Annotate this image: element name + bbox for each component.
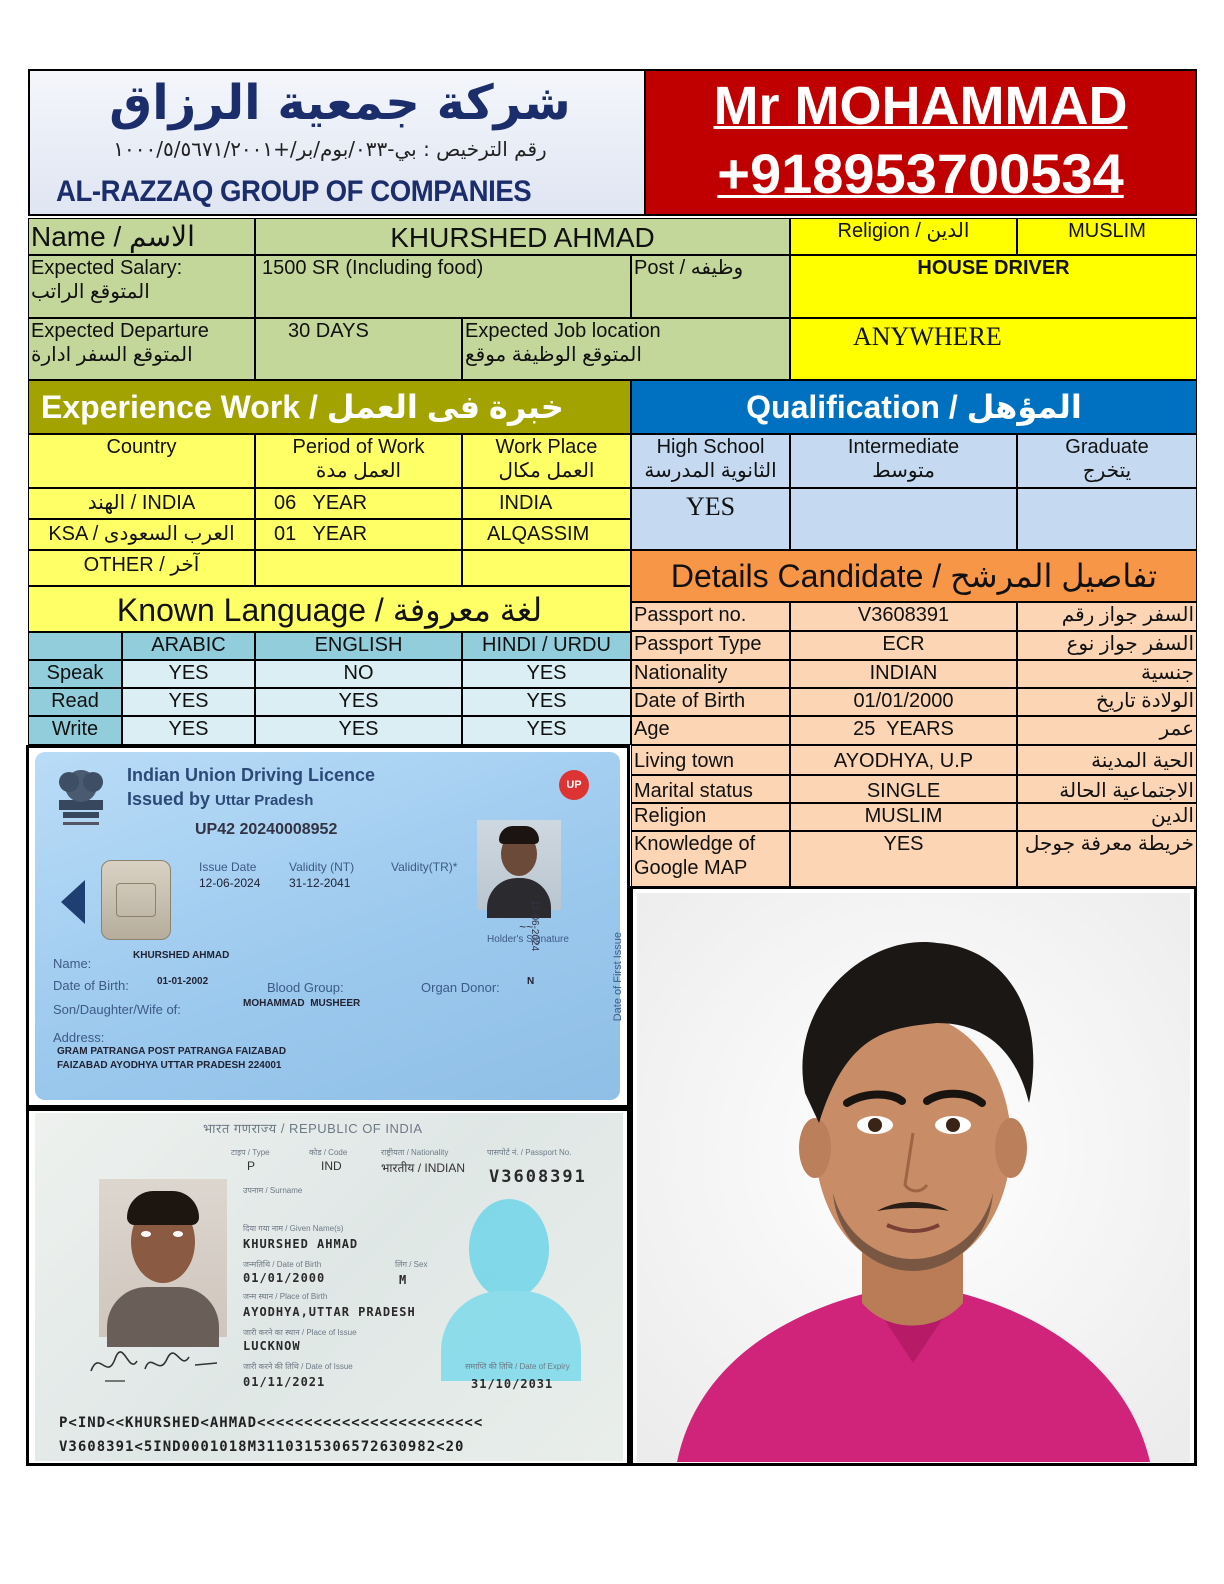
lang-cell: NO xyxy=(255,660,462,688)
passport-dob-label: जन्मतिथि / Date of Birth xyxy=(243,1260,322,1269)
licence-relation-value: MOHAMMAD MUSHEER xyxy=(243,998,361,1009)
detail-label: Age xyxy=(631,716,790,745)
detail-value: ECR xyxy=(790,631,1017,660)
contact-name: Mr MOHAMMAD xyxy=(713,76,1128,136)
lang-cell: YES xyxy=(462,660,631,688)
passport-pob-value: AYODHYA,UTTAR PRADESH xyxy=(243,1305,416,1319)
exp-col-period-ar: العمل مدة xyxy=(315,460,402,482)
exp-row-period xyxy=(255,550,462,586)
lang-cell: YES xyxy=(255,716,462,745)
exp-row-country: الهند / INDIA xyxy=(28,488,255,519)
exp-row-period: 06 YEAR xyxy=(255,488,462,519)
passport-holder-signature xyxy=(85,1341,225,1387)
licence-issue-label: Issue Date xyxy=(199,860,257,874)
licence-name-label: Name: xyxy=(53,956,92,971)
exp-col-place-ar: العمل مكال xyxy=(498,460,595,482)
qual-high-value: YES xyxy=(631,488,790,550)
detail-label-ar: عمر xyxy=(1017,716,1197,745)
detail-label-ar: الحية المدينة xyxy=(1017,745,1197,775)
licence-holder-signature-label: Holder's Signature xyxy=(487,934,569,945)
qual-col-high xyxy=(631,434,790,488)
passport-ghost-photo xyxy=(435,1181,585,1371)
name-label: Name / الاسم xyxy=(28,218,255,255)
salary-value: 1500 SR (Including food) xyxy=(255,255,631,318)
location-label-ar: المتوقع الوظيفة موقع xyxy=(465,344,642,366)
licence-blood-label: Blood Group: xyxy=(267,980,344,995)
passport-sex-value: M xyxy=(399,1273,407,1287)
passport-surname-label: उपनाम / Surname xyxy=(243,1186,303,1195)
detail-label: Knowledge of Google MAP xyxy=(631,831,790,887)
exp-row-place: INDIA xyxy=(462,488,631,519)
exp-col-place xyxy=(462,434,631,488)
licence-validity-nt-label: Validity (NT) xyxy=(289,860,355,874)
exp-col-place-en: Work Place xyxy=(495,436,598,458)
qual-col-inter-en: Intermediate xyxy=(847,436,960,458)
licence-validity-nt-value: 31-12-2041 xyxy=(289,876,351,890)
departure-label-en: Expected Departure xyxy=(31,320,209,342)
detail-label-ar: خريطة معرفة جوجل xyxy=(1017,831,1197,887)
licence-dob-label: Date of Birth: xyxy=(53,978,129,993)
licence-signature-mark: ~~ xyxy=(519,920,534,934)
location-label-en: Expected Job location xyxy=(465,320,661,342)
passport-code-value: IND xyxy=(321,1159,342,1173)
candidate-photo-frame xyxy=(630,886,1197,1466)
passport-doe-value: 31/10/2031 xyxy=(471,1377,554,1391)
salary-label-en: Expected Salary: xyxy=(31,257,183,279)
exp-row-place xyxy=(462,550,631,586)
detail-label-ar: الدين xyxy=(1017,803,1197,831)
lang-corner xyxy=(28,632,122,660)
licence-address-line2: FAIZABAD AYODHYA UTTAR PRADESH 224001 xyxy=(57,1060,282,1071)
licence-number: UP42 20240008952 xyxy=(195,821,338,838)
licence-title: Indian Union Driving Licence xyxy=(127,765,376,785)
detail-label: Nationality xyxy=(631,660,790,688)
lang-cell: YES xyxy=(462,688,631,716)
detail-label-ar: السفر جواز نوع xyxy=(1017,631,1197,660)
licence-validity-tr-label: Validity(TR)* xyxy=(391,860,458,874)
lang-row-label: Write xyxy=(28,716,122,745)
lang-cell: YES xyxy=(462,716,631,745)
passport-header: भारत गणराज्य / REPUBLIC OF INDIA xyxy=(203,1121,423,1136)
qual-col-graduate xyxy=(1017,434,1197,488)
company-name-english: AL-RAZZAQ GROUP OF COMPANIES xyxy=(56,175,532,208)
post-value: HOUSE DRIVER xyxy=(790,255,1197,318)
lang-col-arabic: ARABIC xyxy=(122,632,255,660)
lang-col-hindi-urdu: HINDI / URDU xyxy=(462,632,631,660)
departure-label xyxy=(28,318,255,380)
qual-col-high-ar: الثانوية المدرسة xyxy=(644,460,777,482)
location-value: ANYWHERE xyxy=(790,318,1197,380)
detail-label: Marital status xyxy=(631,775,790,803)
detail-label-ar: الولادة تاريخ xyxy=(1017,688,1197,716)
exp-row-country: KSA / العرب السعودى xyxy=(28,519,255,550)
detail-value: V3608391 xyxy=(790,602,1017,631)
licence-address-line1: GRAM PATRANGA POST PATRANGA FAIZABAD xyxy=(57,1046,287,1057)
candidate-portrait xyxy=(637,893,1190,1462)
passport-pob-label: जन्म स्थान / Place of Birth xyxy=(243,1292,328,1301)
lang-cell: YES xyxy=(255,688,462,716)
detail-label: Passport no. xyxy=(631,602,790,631)
passport-mrz-line2: V3608391<5IND0001018M3110315306572630982<20 xyxy=(59,1439,465,1455)
contact-banner xyxy=(644,69,1197,216)
passport-number-value: V3608391 xyxy=(489,1167,587,1187)
licence-name-value: KHURSHED AHMAD xyxy=(133,950,230,961)
lang-row-label: Read xyxy=(28,688,122,716)
licence-dob-value: 01-01-2002 xyxy=(157,976,209,987)
licence-organ-value: N xyxy=(527,976,535,987)
lang-row-label: Speak xyxy=(28,660,122,688)
licence-issued-by xyxy=(127,788,313,812)
licence-relation-label: Son/Daughter/Wife of: xyxy=(53,1002,181,1017)
passport-type-value: P xyxy=(247,1159,256,1173)
departure-value: 30 DAYS xyxy=(255,318,462,380)
departure-label-ar: المتوقع السفر ادارة xyxy=(31,344,193,366)
passport-nationality-label: राष्ट्रीयता / Nationality xyxy=(381,1148,449,1157)
location-label xyxy=(462,318,790,380)
passport-poi-value: LUCKNOW xyxy=(243,1339,301,1353)
detail-value: 01/01/2000 xyxy=(790,688,1017,716)
detail-value: YES xyxy=(790,831,1017,887)
lang-cell: YES xyxy=(122,660,255,688)
company-name-arabic: شركة جمعية الرزاق xyxy=(109,75,571,131)
passport-type-label: टाइप / Type xyxy=(231,1148,270,1157)
detail-label: Religion xyxy=(631,803,790,831)
passport-doi-value: 01/11/2021 xyxy=(243,1375,326,1389)
detail-value: AYODHYA, U.P xyxy=(790,745,1017,775)
national-emblem-icon xyxy=(49,760,113,838)
passport-doi-label: जारी करने की तिथि / Date of Issue xyxy=(243,1362,353,1371)
qual-col-intermediate xyxy=(790,434,1017,488)
qual-col-inter-ar: متوسط xyxy=(872,460,935,482)
passport-number-label: पासपोर्ट नं. / Passport No. xyxy=(487,1148,572,1157)
details-title: Details Candidate / تفاصيل المرشح xyxy=(631,550,1197,602)
lang-col-english: ENGLISH xyxy=(255,632,462,660)
qual-grad-value xyxy=(1017,488,1197,550)
passport-mrz-line1: P<IND<<KHURSHED<AHMAD<<<<<<<<<<<<<<<<<<<<<<<< xyxy=(59,1415,484,1431)
driving-licence-card xyxy=(35,752,624,1100)
post-label: Post / وظيفه xyxy=(631,255,790,318)
passport-nationality-value: भारतीय / INDIAN xyxy=(381,1161,466,1175)
passport-poi-label: जारी करने का स्थान / Place of Issue xyxy=(243,1328,357,1337)
passport-doe-label: समाप्ति की तिथि / Date of Expiry xyxy=(465,1362,570,1371)
detail-label-ar: السفر جواز رقم xyxy=(1017,602,1197,631)
passport-given-value: KHURSHED AHMAD xyxy=(243,1237,359,1251)
detail-label: Living town xyxy=(631,745,790,775)
licence-issue-value: 12-06-2024 xyxy=(199,876,261,890)
licence-organ-label: Organ Donor: xyxy=(421,980,500,995)
detail-label: Date of Birth xyxy=(631,688,790,716)
exp-row-period: 01 YEAR xyxy=(255,519,462,550)
religion-label: Religion / الدين xyxy=(790,218,1017,255)
exp-col-country: Country xyxy=(28,434,255,488)
qual-inter-value xyxy=(790,488,1017,550)
qual-col-grad-ar: يتخرج xyxy=(1082,460,1132,482)
exp-col-period-en: Period of Work xyxy=(292,436,425,458)
exp-row-place: ALQASSIM xyxy=(462,519,631,550)
arrow-left-icon xyxy=(61,880,85,924)
licence-chip xyxy=(101,860,171,940)
driving-licence-frame xyxy=(26,745,630,1108)
qual-col-grad-en: Graduate xyxy=(1065,436,1149,458)
licence-side-label: Date of First Issue xyxy=(612,932,624,1022)
detail-label-ar: الاجتماعية الحالة xyxy=(1017,775,1197,803)
detail-label-ar: جنسية xyxy=(1017,660,1197,688)
language-title: Known Language / لغة معروفة xyxy=(28,586,631,632)
passport-sex-label: लिंग / Sex xyxy=(395,1260,428,1269)
passport-frame xyxy=(26,1108,630,1466)
passport-page xyxy=(35,1113,623,1461)
license-number-arabic: رقم الترخيص : بي-٠٣٣/بوم/بر/+١٠٠٠/٥/٥٦٧١/٢٠٠١ xyxy=(113,137,547,161)
passport-dob-value: 01/01/2000 xyxy=(243,1271,326,1285)
salary-label xyxy=(28,255,255,318)
experience-title: Experience Work / خبرة فى العمل xyxy=(28,380,631,434)
salary-label-ar: المتوقع الراتب xyxy=(31,281,150,303)
licence-issued-state: Uttar Pradesh xyxy=(215,792,314,809)
passport-given-label: दिया गया नाम / Given Name(s) xyxy=(243,1224,344,1233)
detail-value: SINGLE xyxy=(790,775,1017,803)
company-logo-banner xyxy=(28,69,644,216)
exp-col-period xyxy=(255,434,462,488)
name-value: KHURSHED AHMAD xyxy=(255,218,790,255)
licence-side-date: 12-06-2024 xyxy=(529,900,540,952)
detail-value: 25 YEARS xyxy=(790,716,1017,745)
religion-value: MUSLIM xyxy=(1017,218,1197,255)
licence-issued-prefix: Issued by xyxy=(127,789,211,809)
detail-label: Passport Type xyxy=(631,631,790,660)
detail-value: INDIAN xyxy=(790,660,1017,688)
passport-holder-photo xyxy=(99,1179,227,1337)
licence-state-badge: UP xyxy=(559,770,589,800)
passport-code-label: कोड / Code xyxy=(309,1148,348,1157)
qual-col-high-en: High School xyxy=(656,436,765,458)
contact-phone[interactable]: +918953700534 xyxy=(717,142,1124,205)
detail-value: MUSLIM xyxy=(790,803,1017,831)
qualification-title: Qualification / المؤهل xyxy=(631,380,1197,434)
lang-cell: YES xyxy=(122,688,255,716)
exp-row-country: OTHER / آخر xyxy=(28,550,255,586)
lang-cell: YES xyxy=(122,716,255,745)
licence-holder-photo xyxy=(477,820,561,910)
licence-address-label: Address: xyxy=(53,1030,105,1045)
